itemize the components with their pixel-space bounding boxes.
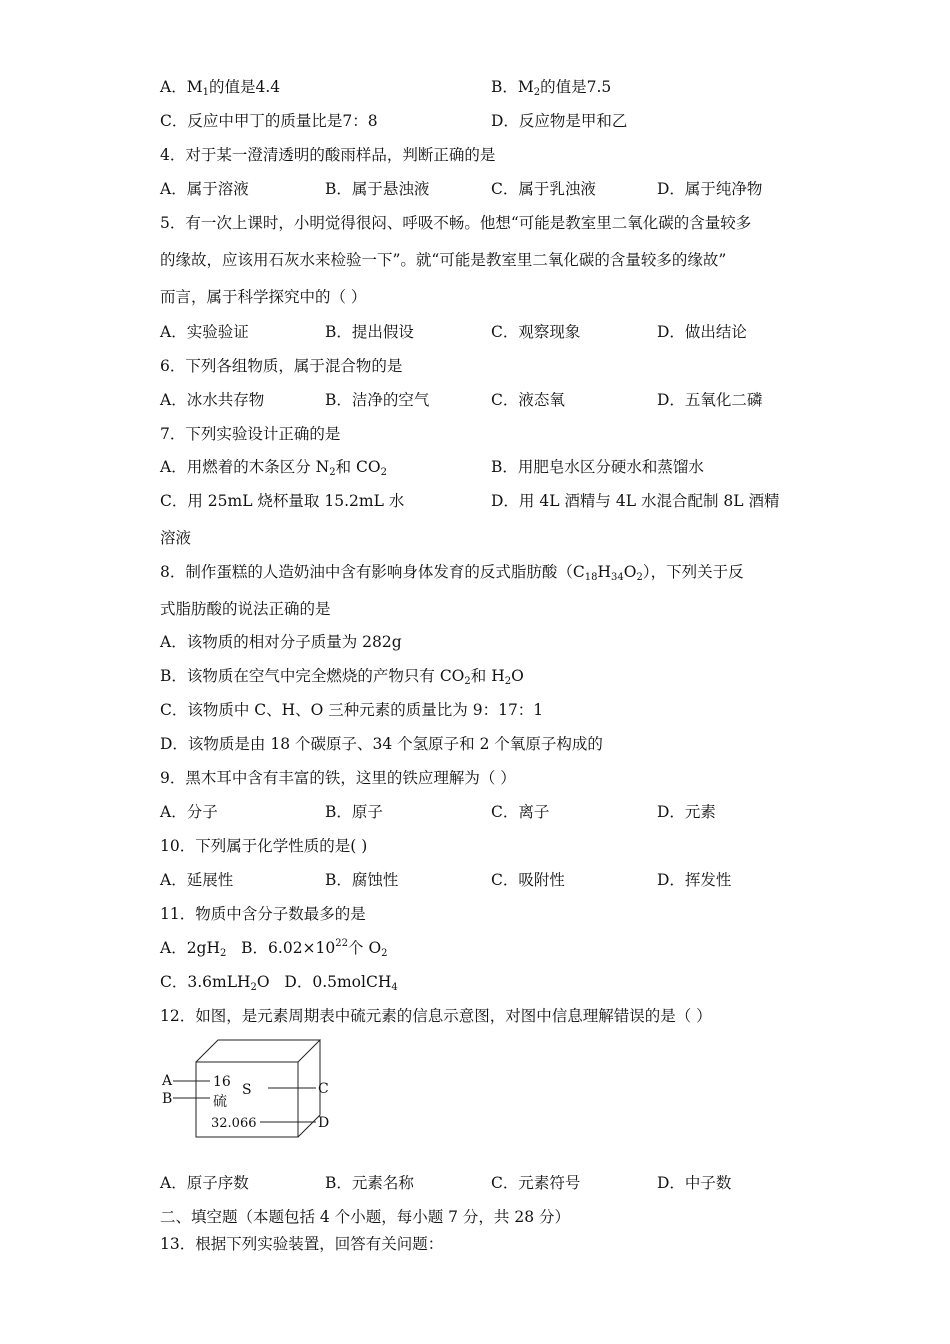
q5-option-b: B．提出假设 bbox=[325, 323, 414, 341]
q10-option-c: C．吸附性 bbox=[491, 871, 565, 889]
label-d: D bbox=[318, 1115, 330, 1131]
q11-options-line2: C．3.6mLH$_2$O D．0.5molCH$_4$ bbox=[160, 973, 398, 993]
q10-stem: 10．下列属于化学性质的是( ) bbox=[160, 837, 368, 855]
cube-top-face bbox=[196, 1040, 320, 1062]
q9-stem: 9．黑木耳中含有丰富的铁，这里的铁应理解为（ ） bbox=[160, 769, 516, 787]
atomic-mass: 32.066 bbox=[211, 1116, 257, 1131]
q6-option-a: A．冰水共存物 bbox=[160, 391, 265, 409]
section2-heading: 二、填空题（本题包括 4 个小题，每小题 7 分，共 28 分） bbox=[160, 1208, 571, 1226]
q3-option-a: A．$M_1$的值是4.4 bbox=[160, 78, 281, 98]
q4-option-b: B．属于悬浊液 bbox=[325, 180, 430, 198]
label-c: C bbox=[318, 1081, 329, 1097]
q6-stem: 6．下列各组物质，属于混合物的是 bbox=[160, 357, 403, 375]
label-b: B bbox=[162, 1091, 173, 1107]
q12-option-c: C．元素符号 bbox=[491, 1174, 581, 1192]
q7-option-d-continued: 溶液 bbox=[160, 529, 192, 547]
q8-stem-line2: 式脂肪酸的说法正确的是 bbox=[160, 600, 331, 618]
q9-option-d: D．元素 bbox=[657, 803, 716, 821]
q12-option-a: A．原子序数 bbox=[160, 1174, 249, 1192]
q12-option-d: D．中子数 bbox=[657, 1174, 732, 1192]
q8-option-b: B．该物质在空气中完全燃烧的产物只有 $CO_2$和 $H_2O$ bbox=[160, 667, 524, 687]
element-name: 硫 bbox=[213, 1094, 227, 1110]
q5-stem-line2: 的缘故，应该用石灰水来检验一下”。就“可能是教室里二氧化碳的含量较多的缘故” bbox=[160, 251, 727, 269]
q10-option-d: D．挥发性 bbox=[657, 871, 732, 889]
q6-option-c: C．液态氧 bbox=[491, 391, 565, 409]
q12-option-b: B．元素名称 bbox=[325, 1174, 414, 1192]
q9-option-c: C．离子 bbox=[491, 803, 550, 821]
q5-option-a: A．实验验证 bbox=[160, 323, 249, 341]
q5-option-d: D．做出结论 bbox=[657, 323, 747, 341]
q4-stem: 4．对于某一澄清透明的酸雨样品，判断正确的是 bbox=[160, 146, 496, 164]
q4-option-c: C．属于乳浊液 bbox=[491, 180, 596, 198]
q10-option-b: B．腐蚀性 bbox=[325, 871, 399, 889]
element-symbol: S bbox=[242, 1082, 252, 1098]
q3-option-d: D．反应物是甲和乙 bbox=[491, 112, 628, 130]
atomic-number: 16 bbox=[213, 1074, 231, 1090]
q8-option-c: C．该物质中 C、H、O 三种元素的质量比为 9：17：1 bbox=[160, 701, 544, 719]
q11-stem: 11．物质中含分子数最多的是 bbox=[160, 905, 366, 923]
q5-stem-line3: 而言，属于科学探究中的（ ） bbox=[160, 288, 367, 306]
q4-option-d: D．属于纯净物 bbox=[657, 180, 763, 198]
q9-option-b: B．原子 bbox=[325, 803, 383, 821]
q8-stem-line1: 8．制作蛋糕的人造奶油中含有影响身体发育的反式脂肪酸$(C_{18}H_{34}O_2)$，下列关于反 bbox=[160, 563, 744, 583]
q9-option-a: A．分子 bbox=[160, 803, 218, 821]
q8-option-d: D．该物质是由 18 个碳原子、34 个氢原子和 2 个氧原子构成的 bbox=[160, 735, 603, 753]
q11-options-line1: A．$2gH_2$ B．$6.02\times 10^{22}$个 $O_2$ bbox=[160, 938, 388, 959]
q5-stem-line1: 5．有一次上课时，小明觉得很闷、呼吸不畅。他想“可能是教室里二氧化碳的含量较多 bbox=[160, 214, 752, 232]
q13-stem: 13．根据下列实验装置，回答有关问题： bbox=[160, 1235, 444, 1253]
q7-stem: 7．下列实验设计正确的是 bbox=[160, 425, 341, 443]
q7-option-b: B．用肥皂水区分硬水和蒸馏水 bbox=[491, 458, 704, 476]
q3-option-c: C．反应中甲丁的质量比是7：8 bbox=[160, 112, 378, 130]
q12-stem: 12．如图，是元素周期表中硫元素的信息示意图，对图中信息理解错误的是（ ） bbox=[160, 1007, 712, 1025]
q8-option-a: A．该物质的相对分子质量为 282g bbox=[160, 633, 402, 651]
q5-option-c: C．观察现象 bbox=[491, 323, 581, 341]
q7-option-c: C．用 25mL 烧杯量取 15.2mL 水 bbox=[160, 492, 405, 510]
q4-option-a: A．属于溶液 bbox=[160, 180, 249, 198]
q7-option-a: A．用燃着的木条区分 $N_2$和 $CO_2$ bbox=[160, 458, 387, 478]
q7-option-d: D．用 4L 酒精与 4L 水混合配制 8L 酒精 bbox=[491, 492, 780, 510]
q6-option-d: D．五氧化二磷 bbox=[657, 391, 763, 409]
q10-option-a: A．延展性 bbox=[160, 871, 234, 889]
q3-option-b: B．$M_2$的值是7.5 bbox=[491, 78, 612, 98]
sulfur-element-diagram bbox=[156, 1036, 346, 1146]
q6-option-b: B．洁净的空气 bbox=[325, 391, 430, 409]
label-a: A bbox=[162, 1073, 173, 1089]
